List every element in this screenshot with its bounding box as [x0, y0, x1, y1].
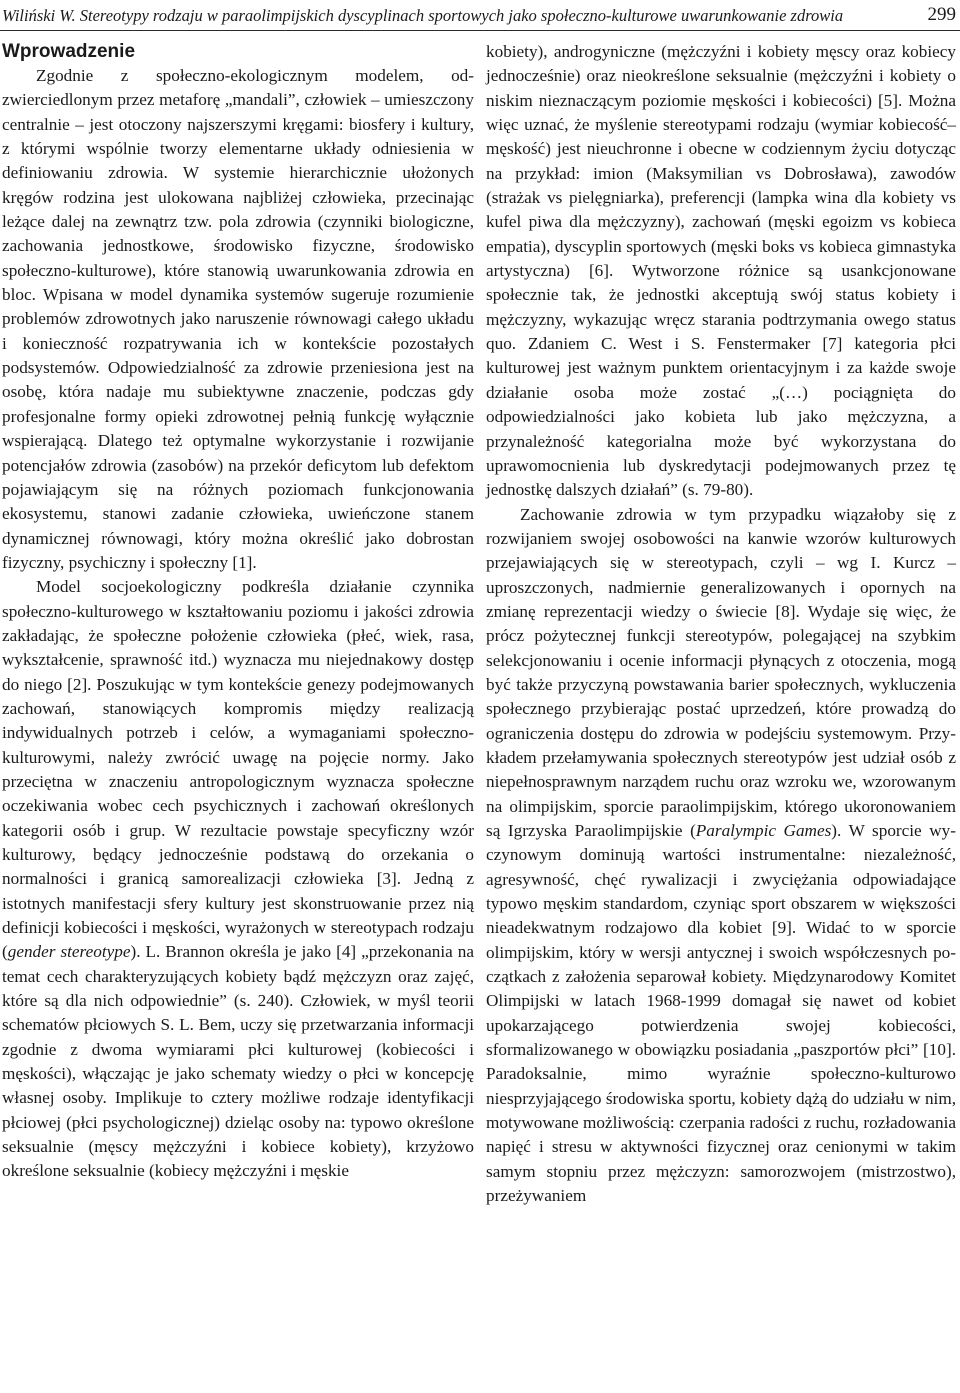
- italic-term: gender stereotype: [7, 942, 131, 962]
- right-column: [486, 40, 956, 1209]
- italic-term: Paralympic Games: [695, 821, 832, 840]
- paragraph-text: Zachowanie zdrowia w tym przypadku wiązałoby się z rozwijaniem swojej osobowości na kanwie wzorów kulturowych przejawiających się w stereotypach, czyli – wg I. Kurcz – uproszczonych, nadmiernie generalizowanych i opornych na zmianę reprezentacji wiedzy o świecie [8]. Wydaje się więc, że prócz pożytecznej funkcji stereotypów, polegającej na szybkim selekcjonowaniu i ocenie informacji płynących z otoczenia, mogą być także przyczyną powstawania barier społecznych, wykluczenia społecznego przybierając postać uprzedzeń, które prowadzą do ograniczenia dostępu do zdrowia w podejściu systemowym. Przykładem przełamywania społecznych stereotypów jest udział osób z niepełnosprawnym narządem ruchu oraz wzroku we, wzorowanym na olimpijskim, sporcie paraolimpijskim, którego ukoronowaniem są Igrzyska Paraolimpijskie (: [486, 504, 956, 840]
- left-column: [2, 40, 474, 1184]
- header-rule: [0, 30, 960, 31]
- paragraph: [486, 503, 956, 1209]
- paragraph-text: Model socjoekologiczny podkreśla działanie czynnika społeczno-kulturowego w kształtowaniu poziomu i jakości zdrowia zakładając, że społeczne położenie człowieka (płeć, wiek, rasa, wykształcenie, sprawność itd.) wyznacza mu niejednakowy dostęp do niego [2]. Poszukując w tym kontekście genezy podejmowanych zachowań, stanowiących kompromis między realizacją indywidualnych potrzeb i celów, a wymaganiami społeczno- kulturowymi, należy zwrócić uwagę na pojęcie normy. Jako przeciętna w znaczeniu antropologicznym wyznacza społeczne oczekiwania wobec cech psychicznych i zachowań określonych kategorii osób i grup. W rezultacie powstaje specyficzny wzór kulturowy, będący jednocześnie podstawą do orzekania o normalności i granicą samorealizacji człowieka [3]. Jedną z istotnych manifestacji sfery kultury jest skonstruowanie przez nią definicji kobiecości i męskości, wyrażonych w stereotypach rodzaju (: [2, 577, 474, 962]
- paragraph-text: ). L. Brannon określa je jako [4] „przekonania na temat cech charakteryzujących kobiety bądź mężczyzn oraz zajęć, które są dla nich odpowiednie” (s. 240). Człowiek, w myśl teorii schematów płciowych S. L. Bem, uczy się przetwarzania informacji zgodnie z dwoma wymiarami płci kulturowej (kobiecości i męskości), włączając je jako schematy wiedzy o płci w koncepcję własnej osoby. Implikuje to cztery możliwe rodzaje identyfikacji płciowej (płci psychologicznej) dzieląc osoby na: typowo określone seksualnie (męscy mężczyźni i kobiece kobiety), krzyżowo określone seksualnie (kobiecy mężczyźni i męskie: [2, 942, 474, 1181]
- running-title: Wiliński W. Stereotypy rodzaju w paraolimpijskich dyscyplinach sportowych jako społeczno-kulturowe uwarunkowanie zdrowia: [2, 6, 844, 25]
- paragraph: [2, 575, 474, 1184]
- paragraph-text: ). W sporcie wyczynowym dominują wartości instrumentalne: niezależność, agresywność, chęć rywalizacji i zwyciężania odpowiadające typowo męskim standardom, czyniąc sport obszarem w większości nieadekwatnym rodzajowo dla kobiet [9]. Widać to w sporcie olimpijskim, który w wersji antycznej i swoich współczesnych początkach z założenia separował kobiety. Międzynarodowy Komitet Olimpijski w latach 1968-1999 domagał się nawet od kobiet upokarzającego potwierdzenia swojej kobiecości, sformalizowanego w obowiązku posiadania „paszportów płci” [10]. Paradoksalnie, mimo wyraźnie społeczno-kulturowo niesprzyjającego środowiska sportu, kobiety dążą do udziału w nim, motywowane możliwością: czerpania radości z ruchu, rozładowania napięć i stresu w aktywności fizycznej oraz cenionymi w takim samym stopniu przez mężczyzn: samorozwojem (mistrzostwo), przeżywaniem: [486, 821, 956, 1206]
- section-title: Wprowadzenie: [2, 41, 136, 62]
- paragraph: Zgodnie z społeczno-ekologicznym modelem, odzwierciedlonym przez metaforę „mandali”, człowiek – umieszczony centralnie – jest otoczony najszerszymi kręgami: biosfery i kultury, z którymi wspólnie tworzy elementarne układy odniesienia w definiowaniu zdrowia. W systemie hierarchicznie ułożonych kręgów rodzina jest ulokowana najbliżej człowieka, przecinając leżące dalej na zewnątrz tzw. pola zdrowia (czynniki biologiczne, zachowania jednostkowe, środowisko fizyczne, środowisko społeczno-kulturowe), które stanowią uwarunkowania zdrowia en bloc. Wpisana w model dynamika systemów sugeruje rozumienie problemów zdrowotnych jako naruszenie równowagi całego układu i konieczność rozpatrywania ich w kontekście pozostałych podsystemów. Odpowiedzialność za zdrowie przeniesiona jest na osobę, która nadaje mu subiektywne znaczenie, podczas gdy profesjonalne formy opieki zdrowotnej pełnią funkcję wyłącznie wspierającą. Dlatego też optymalne wykorzystanie i rozwijanie potencjałów zdrowia (zasobów) na przekór deficytom lub defektom pojawiającym się na różnych poziomach funkcjonowania ekosystemu, stanowi zadanie człowieka, uwieńczone stanem dynamicznej równowagi, który można określić jako dobrostan fizyczny, psychiczny i społeczny [1].: [2, 66, 474, 572]
- paragraph: kobiety), androgyniczne (mężczyźni i kobiety męscy oraz kobiecy jednocześnie) oraz nieokreślone seksualnie (mężczyźni i kobiety o niskim nieznaczącym poziomie męskości i kobiecości) [5]. Można więc uznać, że myślenie stereotypami rodzaju (wymiar kobiecość– męskość) jest nieuchronne i obecne w codziennym życiu dotycząc na przykład: imion (Maksymilian vs Dobrosława), zawodów (strażak vs pielęgniarka), preferencji (lampka wina dla kobiety vs kufel piwa dla mężczyzny), zachowań (męski egoizm vs kobieca empatia), dyscyplin sportowych (męski boks vs kobieca gimnastyka artystyczna) [6]. Wytworzone różnice są usankcjonowane społecznie tak, że jednostki akceptują swój status kobiety i mężczyzny, wykazując wręcz starania podtrzymania owego status quo. Zdaniem C. West i S. Fenstermaker [7] kategoria płci kulturowej jest ważnym punktem orientacyjnym i za każde swoje działanie osoba może zostać „(…) pociągnięta do odpowiedzialności jako kobieta lub jako mężczyzna, a przynależność kategorialna może być wykorzystana do uprawomocnienia lub dyskredytacji podejmowanych przez tę jednostkę dalszych działań” (s. 79-80).: [486, 42, 956, 500]
- page-number: 299: [927, 4, 956, 25]
